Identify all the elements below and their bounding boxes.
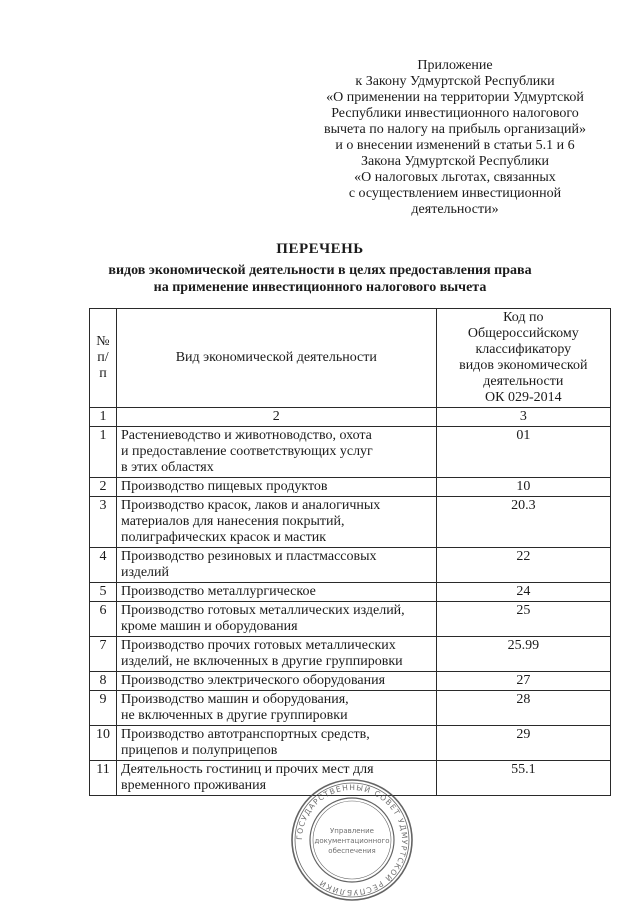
row-number: 1: [90, 427, 117, 478]
row-activity-line: не включенных в другие группировки: [120, 708, 348, 723]
row-number: 6: [90, 602, 117, 637]
row-number: 3: [90, 497, 117, 548]
header-code-line: Код по: [503, 310, 544, 325]
annex-line: деятельности»: [411, 202, 499, 217]
row-number: 7: [90, 637, 117, 672]
row-number: 8: [90, 672, 117, 691]
row-code: 27: [436, 672, 610, 691]
row-activity: [116, 691, 436, 726]
stamp-outer-text: ГОСУДАРСТВЕННЫЙ СОВЕТ УДМУРТСКОЙ РЕСПУБЛИКИ: [294, 782, 410, 898]
row-activity: [116, 478, 436, 497]
annex-line: «О налоговых льготах, связанных: [354, 170, 556, 185]
annex-line: Приложение: [417, 58, 493, 73]
table-body: [90, 427, 611, 796]
annex-line: и о внесении изменений в статьи 5.1 и 6: [335, 138, 575, 153]
row-code: 22: [436, 548, 610, 583]
row-activity: [116, 602, 436, 637]
row-activity-line: изделий: [120, 565, 170, 580]
annex-line: вычета по налогу на прибыль организаций»: [323, 122, 587, 137]
row-activity-line: Производство машин и оборудования,: [120, 692, 349, 707]
annex-line: «О применении на территории Удмуртской: [326, 90, 584, 105]
row-activity: [116, 548, 436, 583]
row-activity: [116, 726, 436, 761]
stamp-center-line: обеспечения: [328, 847, 376, 855]
subtitle-line: видов экономической деятельности в целях предоставления права: [108, 263, 532, 278]
header-code-line: классификатору: [475, 342, 572, 357]
row-activity-line: прицепов и полуприцепов: [120, 743, 278, 758]
row-number: 5: [90, 583, 117, 602]
row-code: 25.99: [436, 637, 610, 672]
row-activity-line: Производство автотранспортных средств,: [120, 727, 370, 742]
table-row: [90, 427, 611, 478]
table-row: [90, 583, 611, 602]
row-code: 24: [436, 583, 610, 602]
row-code: 01: [436, 427, 610, 478]
row-activity: [116, 497, 436, 548]
table-row: [90, 497, 611, 548]
subtitle-line: на применение инвестиционного налогового вычета: [153, 280, 487, 295]
row-number: 11: [90, 761, 117, 796]
document-subtitle: [0, 262, 640, 296]
header-activity: Вид экономической деятельности: [116, 309, 436, 408]
row-activity-line: полиграфических красок и мастик: [120, 530, 326, 545]
row-code: 20.3: [436, 497, 610, 548]
row-number: 2: [90, 478, 117, 497]
table-row: [90, 672, 611, 691]
row-activity-line: Деятельность гостиниц и прочих мест для: [120, 762, 374, 777]
row-activity: [116, 672, 436, 691]
row-activity-line: Производство прочих готовых металлических: [120, 638, 396, 653]
row-code: 29: [436, 726, 610, 761]
table-row: [90, 691, 611, 726]
annex-line: Республики инвестиционного налогового: [331, 106, 579, 121]
row-number: 4: [90, 548, 117, 583]
row-code: 28: [436, 691, 610, 726]
row-number: 10: [90, 726, 117, 761]
row-activity-line: Производство металлургическое: [120, 584, 316, 599]
row-code: 10: [436, 478, 610, 497]
table-row: [90, 637, 611, 672]
column-index: 3: [436, 408, 610, 427]
row-activity-line: Производство красок, лаков и аналогичных: [120, 498, 381, 513]
table-row: [90, 478, 611, 497]
row-activity-line: Производство электрического оборудования: [120, 673, 386, 688]
activities-table: [89, 308, 611, 796]
row-code: 55.1: [436, 761, 610, 796]
row-activity: [116, 637, 436, 672]
header-code: [436, 309, 610, 408]
row-code: 25: [436, 602, 610, 637]
header-number-line: п/п: [97, 350, 109, 381]
row-activity-line: и предоставление соответствующих услуг: [120, 444, 373, 459]
column-index: 1: [90, 408, 117, 427]
annex-heading: [300, 58, 610, 218]
row-activity-line: материалов для нанесения покрытий,: [120, 514, 345, 529]
row-number: 9: [90, 691, 117, 726]
column-index-row: [90, 408, 611, 427]
header-code-line: ОК 029-2014: [485, 390, 562, 405]
header-number: [90, 309, 117, 408]
row-activity: [116, 427, 436, 478]
row-activity-line: изделий, не включенных в другие группировки: [120, 654, 403, 669]
stamp-center-line: Управление: [330, 827, 374, 835]
row-activity-line: Производство готовых металлических изделий,: [120, 603, 405, 618]
header-code-line: Общероссийскому: [467, 326, 579, 341]
annex-line: Закона Удмуртской Республики: [360, 154, 550, 169]
official-stamp: [290, 778, 414, 902]
header-code-line: видов экономической: [459, 358, 588, 373]
table-row: [90, 726, 611, 761]
row-activity-line: Производство пищевых продуктов: [120, 479, 328, 494]
row-activity: [116, 583, 436, 602]
header-number-line: №: [96, 334, 110, 349]
row-activity-line: Производство резиновых и пластмассовых: [120, 549, 377, 564]
stamp-center-line: документационного: [314, 837, 390, 845]
row-activity-line: временного проживания: [120, 778, 267, 793]
header-code-line: деятельности: [483, 374, 564, 389]
annex-line: с осуществлением инвестиционной: [348, 186, 562, 201]
row-activity-line: в этих областях: [120, 460, 214, 475]
column-index: 2: [116, 408, 436, 427]
table-row: [90, 548, 611, 583]
row-activity-line: Растениеводство и животноводство, охота: [120, 428, 372, 443]
document-title: ПЕРЕЧЕНЬ: [276, 241, 364, 257]
annex-line: к Закону Удмуртской Республики: [355, 74, 555, 89]
row-activity-line: кроме машин и оборудования: [120, 619, 298, 634]
table-row: [90, 602, 611, 637]
table-header-row: [90, 309, 611, 408]
